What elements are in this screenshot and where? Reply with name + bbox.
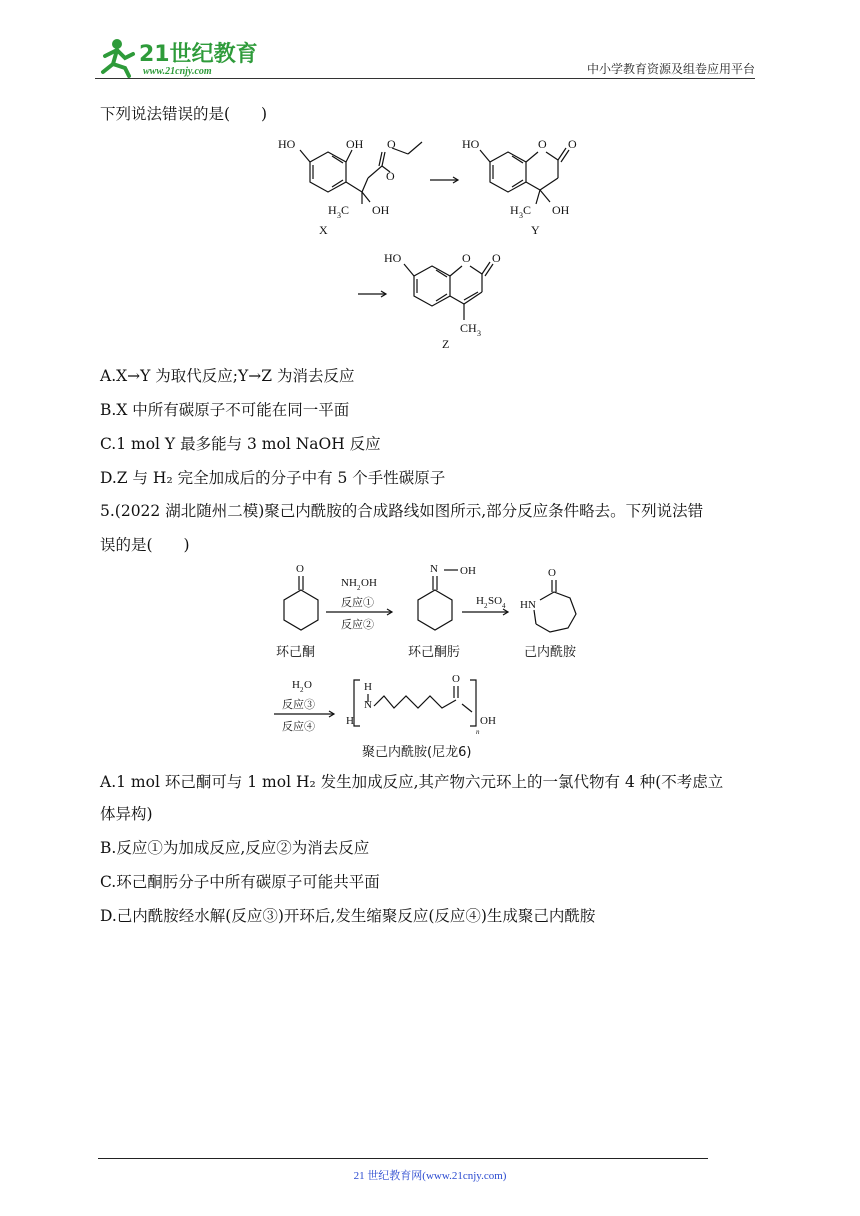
molecule-z <box>404 262 493 320</box>
logo-url: www.21cnjy.com <box>143 66 212 77</box>
footer-divider <box>98 1158 708 1159</box>
svg-text:OH: OH <box>552 203 570 217</box>
svg-text:N: N <box>430 563 438 575</box>
svg-text:4: 4 <box>502 602 506 610</box>
name-nylon6: 聚己内酰胺(尼龙6) <box>362 745 472 760</box>
svg-text:H: H <box>476 595 484 607</box>
svg-text:H: H <box>292 679 300 691</box>
svg-text:HO: HO <box>462 137 480 151</box>
svg-text:CH: CH <box>460 321 477 335</box>
q4-option-b: B.X 中所有碳原子不可能在同一平面 <box>100 401 350 419</box>
q5-reaction-scheme-row1 <box>268 556 598 664</box>
svg-text:O: O <box>304 679 312 691</box>
header-divider <box>95 78 755 79</box>
svg-text:O: O <box>386 169 395 183</box>
svg-text:H: H <box>364 681 372 693</box>
svg-text:N: N <box>364 699 372 711</box>
cond1-label: 反应① <box>341 597 374 609</box>
svg-text:HO: HO <box>278 137 296 151</box>
q5-stem-line2: 误的是( ) <box>100 536 190 554</box>
svg-text:OH: OH <box>361 577 377 589</box>
q4-reaction-scheme-z <box>350 244 520 352</box>
svg-text:O: O <box>462 251 471 265</box>
svg-text:O: O <box>538 137 547 151</box>
svg-text:2: 2 <box>300 686 304 694</box>
molecule-cyclohexanone <box>284 576 318 630</box>
svg-text:HO: HO <box>384 251 402 265</box>
svg-text:O: O <box>568 137 577 151</box>
svg-text:C: C <box>523 203 532 217</box>
svg-text:3: 3 <box>519 211 523 220</box>
q4-option-a: A.X→Y 为取代反应;Y→Z 为消去反应 <box>100 367 355 385</box>
q5-stem-line1: 5.(2022 湖北随州二模)聚己内酰胺的合成路线如图所示,部分反应条件略去。下列说法错 <box>100 502 704 520</box>
label-x: X <box>319 223 328 237</box>
logo-text: 21世纪教育 <box>139 42 258 67</box>
cond4-label: 反应④ <box>282 721 315 733</box>
svg-text:O: O <box>296 563 304 575</box>
q4-stem: 下列说法错误的是( ) <box>100 105 268 123</box>
q5-reaction-scheme-row2 <box>268 668 528 764</box>
svg-text:O: O <box>548 567 556 579</box>
svg-text:HN: HN <box>520 599 536 611</box>
q5-option-b: B.反应①为加成反应,反应②为消去反应 <box>100 839 370 857</box>
label-y: Y <box>531 223 540 237</box>
cond3-label: 反应③ <box>282 699 315 711</box>
svg-text:H: H <box>510 203 519 217</box>
svg-text:OH: OH <box>372 203 390 217</box>
q4-reaction-scheme-xy <box>270 130 600 242</box>
name-caprolactam: 己内酰胺 <box>524 644 577 659</box>
svg-text:NH: NH <box>341 577 357 589</box>
page-header <box>95 36 755 80</box>
q5-option-a-line2: 体异构) <box>100 805 153 823</box>
svg-text:OH: OH <box>346 137 364 151</box>
footer-link[interactable]: 21 世纪教育网(www.21cnjy.com) <box>353 1170 507 1182</box>
svg-text:SO: SO <box>488 595 503 607</box>
q5-option-d: D.己内酰胺经水解(反应③)开环后,发生缩聚反应(反应④)生成聚己内酰胺 <box>100 907 596 925</box>
q4-option-d: D.Z 与 H₂ 完全加成后的分子中有 5 个手性碳原子 <box>100 469 446 487</box>
molecule-x <box>300 142 422 204</box>
site-logo <box>95 36 265 78</box>
svg-text:2: 2 <box>484 602 488 610</box>
header-right-text: 中小学教育资源及组卷应用平台 <box>586 62 755 76</box>
svg-text:C: C <box>341 203 350 217</box>
q5-option-c: C.环己酮肟分子中所有碳原子可能共平面 <box>100 873 380 891</box>
svg-text:H: H <box>346 715 354 727</box>
q5-option-a-line1: A.1 mol 环己酮可与 1 mol H₂ 发生加成反应,其产物六元环上的一氯代物有 4 种(不考虑立 <box>100 773 724 791</box>
svg-text:3: 3 <box>477 329 481 338</box>
svg-text:OH: OH <box>480 715 496 727</box>
name-cyclohexanone: 环己酮 <box>276 644 316 659</box>
molecule-cyclohexanone-oxime <box>418 570 458 630</box>
svg-text:2: 2 <box>357 584 361 592</box>
molecule-y <box>480 148 569 204</box>
molecule-nylon6-repeat <box>368 686 472 712</box>
cond2-label: 反应② <box>341 619 374 631</box>
svg-text:3: 3 <box>337 211 341 220</box>
runner-icon <box>103 39 133 76</box>
svg-text:n: n <box>476 728 480 736</box>
svg-text:O: O <box>452 673 460 685</box>
svg-text:OH: OH <box>460 565 476 577</box>
svg-text:O: O <box>387 137 396 151</box>
svg-text:O: O <box>492 251 501 265</box>
name-oxime: 环己酮肟 <box>408 644 461 659</box>
label-z: Z <box>442 337 450 351</box>
q4-option-c: C.1 mol Y 最多能与 3 mol NaOH 反应 <box>100 435 381 453</box>
svg-text:H: H <box>328 203 337 217</box>
molecule-caprolactam <box>534 580 576 632</box>
